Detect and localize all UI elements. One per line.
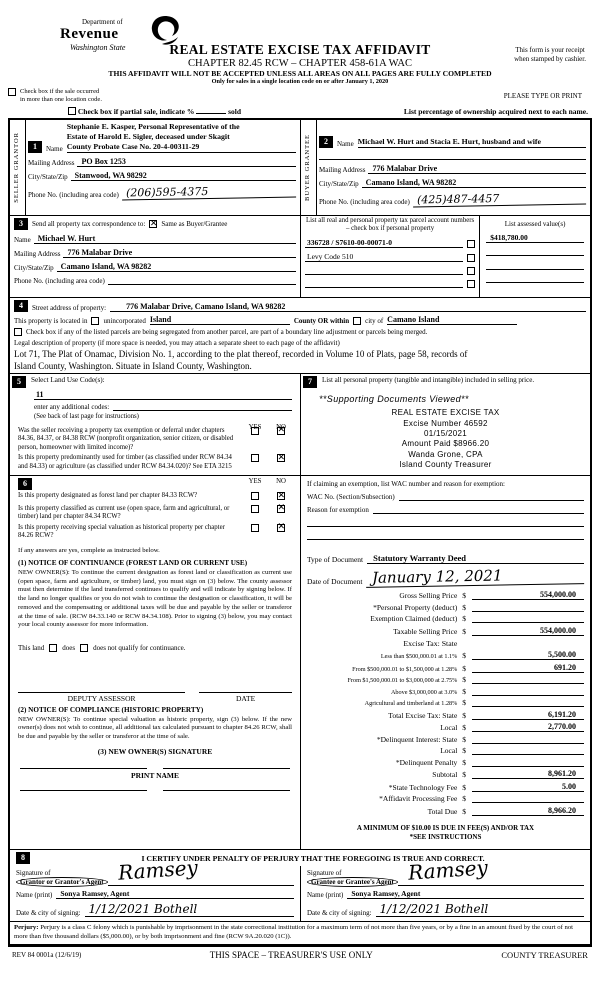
right-column bbox=[300, 374, 590, 849]
s6-q1-no-checkbox[interactable] bbox=[277, 492, 285, 500]
land-use-label: Select Land Use Code(s): bbox=[31, 376, 105, 385]
buyer-mailing-value[interactable]: 776 Malabar Drive bbox=[368, 164, 586, 174]
corr-city-label: City/State/Zip bbox=[14, 264, 54, 273]
partial-sale-suffix: sold bbox=[228, 107, 242, 117]
unincorporated-label: unincorporated bbox=[103, 317, 146, 326]
bracket-4-label: Above $3,000,000 at 3.0% bbox=[390, 688, 458, 696]
stamp-line-2: Excise Number 46592 bbox=[403, 418, 488, 428]
total-excise-local-label: Local bbox=[440, 723, 458, 733]
form-footer bbox=[8, 947, 592, 963]
county-treasurer-label: COUNTY TREASURER bbox=[501, 949, 588, 960]
seller-name-line3: County Probate Case No. 20-4-00311-29 bbox=[66, 141, 200, 151]
section1-number: 1 bbox=[28, 141, 42, 153]
receipt-note bbox=[514, 46, 586, 64]
reason-extra-line-2[interactable] bbox=[307, 531, 584, 540]
print-name-label: PRINT NAME bbox=[131, 770, 179, 780]
delinquent-interest-state-label: *Delinquent Interest: State bbox=[376, 734, 458, 744]
section6-number: 6 bbox=[18, 478, 32, 490]
affidavit-body bbox=[8, 118, 592, 946]
bracket-agri-value[interactable] bbox=[472, 698, 584, 707]
total-excise-state-value[interactable]: 6,191.20 bbox=[472, 710, 584, 720]
corr-phone-value[interactable] bbox=[108, 276, 296, 285]
parcel-number-2[interactable]: Levy Code 510 bbox=[305, 252, 463, 262]
seller-name-line1: Stephanie E. Kasper, Personal Representative of the bbox=[66, 122, 240, 132]
if-any-note: If any answers are yes, complete as instructed below. bbox=[18, 546, 160, 554]
subtotal-value[interactable]: 8,961.20 bbox=[472, 769, 584, 779]
grantee-sig-label2: Grantee or Grantee's Agent bbox=[307, 877, 398, 887]
reason-extra-line-1[interactable] bbox=[307, 518, 584, 527]
supporting-documents-stamp: **Supporting Documents Viewed** bbox=[319, 394, 469, 405]
continuance-section bbox=[10, 476, 300, 791]
partial-sale-label: Check box if partial sale, indicate % bbox=[77, 107, 195, 117]
corr-mailing-label: Mailing Address bbox=[14, 250, 61, 259]
unincorporated-county-value[interactable]: Island bbox=[150, 315, 290, 325]
s6-q3-yes-checkbox[interactable] bbox=[251, 524, 259, 532]
city-of-value[interactable]: Camano Island bbox=[387, 315, 517, 325]
notice2-body: NEW OWNER(S): To continue special valuation as historic property, sign (3) below. If the new owner(s) does not wish to continue, all additional tax calculated pursuant to chapter 84.26 RCW, shall be due and payable by the seller or transferor at the time of sale. bbox=[18, 715, 292, 741]
taxable-selling-price-label: Taxable Selling Price bbox=[393, 626, 458, 636]
section7-number: 7 bbox=[303, 376, 317, 388]
parcel-1-personal-checkbox[interactable] bbox=[467, 240, 475, 248]
personal-property-section bbox=[301, 374, 590, 475]
multi-location-line1: Check box if the sale occurred bbox=[20, 88, 100, 95]
stamp-line-5: Wanda Grone, CPA bbox=[408, 449, 483, 459]
exemption-claimed-label: Exemption Claimed (deduct) bbox=[370, 614, 458, 624]
grantee-date-label: Date & city of signing: bbox=[307, 909, 372, 918]
unincorporated-checkbox[interactable] bbox=[91, 317, 99, 325]
s5-question2: Is this property predominantly used for timber (as classified under RCW 84.34 and 84.33) or agriculture (as classified under RCW 84.34.020)? See ETA 3215 bbox=[18, 454, 232, 470]
legal-description bbox=[14, 349, 586, 372]
exemption-claimed-value[interactable] bbox=[472, 614, 584, 623]
bracket-2-label: From $500,000.01 to $1,500,000 at 1.28% bbox=[352, 665, 458, 673]
total-due-value[interactable]: 8,966.20 bbox=[472, 806, 584, 816]
s6-q2-no-checkbox[interactable] bbox=[277, 505, 285, 513]
seller-side-label: SELLER GRANTOR bbox=[13, 132, 21, 204]
certification-section bbox=[10, 850, 590, 922]
assessed-value-1[interactable]: $418,780.00 bbox=[486, 233, 584, 243]
this-land-label: This land bbox=[18, 643, 45, 652]
buyer-phone-label: Phone No. (including area code) bbox=[319, 198, 410, 207]
grantor-date-label: Date & city of signing: bbox=[16, 909, 81, 918]
s6-question2: Is this property classified as current use (open space, farm and agricultural, or timber) land per chapter 84.34 RCW? bbox=[18, 504, 230, 521]
s5-q2-yes-checkbox[interactable] bbox=[251, 454, 259, 462]
grantor-signature-field[interactable] bbox=[108, 855, 294, 886]
s6-q1-yes-checkbox[interactable] bbox=[251, 492, 259, 500]
parcel-2-personal-checkbox[interactable] bbox=[467, 254, 475, 262]
bracket-4-value[interactable] bbox=[472, 687, 584, 696]
county-or-within-label: County OR within bbox=[293, 317, 350, 326]
parcel-numbers-header: List all real and personal property tax parcel account numbers – check box if personal property bbox=[306, 217, 475, 233]
grantor-name-print-value[interactable]: Sonya Ramsey, Agent bbox=[56, 889, 294, 899]
street-address-value[interactable]: 776 Malabar Drive, Camano Island, WA 98282 bbox=[110, 302, 586, 312]
form-warning: THIS AFFIDAVIT WILL NOT BE ACCEPTED UNLESS ALL AREAS ON ALL PAGES ARE FULLY COMPLETED bbox=[108, 69, 492, 78]
new-owner-signature-line-1[interactable] bbox=[20, 768, 147, 769]
section8-number: 8 bbox=[16, 852, 30, 864]
grantor-date-value[interactable]: 1/12/2021 Bothell bbox=[85, 902, 294, 917]
same-as-buyer-checkbox[interactable] bbox=[149, 220, 157, 228]
assessed-value-4[interactable] bbox=[486, 274, 584, 283]
s5-q1-yes-checkbox[interactable] bbox=[251, 427, 259, 435]
s6-yes-header: YES bbox=[248, 478, 262, 486]
receipt-note-line2: when stamped by cashier. bbox=[514, 55, 586, 64]
exemption-section bbox=[301, 476, 590, 544]
state-technology-fee-label: *State Technology Fee bbox=[388, 782, 458, 792]
bracket-agri-label: Agricultural and timberland at 1.28% bbox=[364, 700, 458, 708]
stamp-line-1: REAL ESTATE EXCISE TAX bbox=[391, 408, 500, 418]
perjury-note bbox=[10, 922, 590, 944]
s5-question1: Was the seller receiving a property tax exemption or deferral under chapters 84.36, 84.37, or 84.38 RCW (nonprofit organization, senior citizen, or disabled person, homeowner with limited income)? bbox=[18, 426, 234, 451]
seller-name-value[interactable] bbox=[67, 122, 296, 153]
logo-state-text: Washington State bbox=[70, 43, 126, 52]
partial-sale-percent-field[interactable] bbox=[196, 113, 226, 114]
legal-description-intro: Legal description of property (if more space is needed, you may attach a separate sheet to each page of the affidavit) bbox=[14, 339, 340, 348]
corr-name-label: Name bbox=[14, 236, 31, 245]
form-subtitle: CHAPTER 82.45 RCW – CHAPTER 458-61A WAC bbox=[188, 58, 412, 69]
grantee-signature-block bbox=[300, 855, 590, 921]
seller-mailing-label: Mailing Address bbox=[28, 159, 75, 168]
segregated-note: Check box if any of the listed parcels are being segregated from another parcel, are part of a boundary line adjustment or parcels being merged. bbox=[26, 328, 428, 337]
notice2-title: (2) NOTICE OF COMPLIANCE (HISTORIC PROPERTY) bbox=[18, 705, 204, 714]
total-excise-state-label: Total Excise Tax: State bbox=[388, 710, 458, 720]
grantee-name-print-label: Name (print) bbox=[307, 891, 344, 900]
certify-text: I CERTIFY UNDER PENALTY OF PERJURY THAT THE FOREGOING IS TRUE AND CORRECT. bbox=[141, 853, 485, 863]
print-name-line-2[interactable] bbox=[163, 790, 290, 791]
s5-q1-no-checkbox[interactable] bbox=[277, 427, 285, 435]
buyer-mailing-label: Mailing Address bbox=[319, 166, 366, 175]
bracket-2-value[interactable]: 691.20 bbox=[472, 663, 584, 673]
exemption-note: If claiming an exemption, list WAC number and reason for exemption: bbox=[307, 479, 505, 488]
minimum-due-line1: A MINIMUM OF $10.00 IS DUE IN FEE(S) AND/OR TAX bbox=[356, 823, 535, 832]
perjury-text: Perjury is a class C felony which is punishable by imprisonment in the state correctional institution for a maximum term of not more than five years, or by a fine in an amount fixed by the court of not more than five thousand dollars ($5,000.00), or by both imprisonment and fine (RCW 9A.20.020 (1C)). bbox=[14, 924, 574, 940]
land-does-checkbox[interactable] bbox=[49, 644, 57, 652]
affidavit-processing-fee-value[interactable] bbox=[472, 794, 584, 803]
stamp-line-6: Island County Treasurer bbox=[399, 460, 492, 470]
buyer-name-extra-line[interactable] bbox=[319, 151, 586, 160]
parcel-number-4[interactable] bbox=[305, 279, 463, 288]
ownership-note: List percentage of ownership acquired next to each name. bbox=[403, 107, 588, 117]
reason-value[interactable] bbox=[373, 505, 584, 514]
taxable-selling-price-value[interactable]: 554,000.00 bbox=[472, 626, 584, 636]
street-address-label: Street address of property: bbox=[32, 304, 107, 313]
corr-name-value[interactable]: Michael W. Hurt bbox=[34, 234, 296, 244]
legal-description-line2: Island County, Washington. Situate in Island County, Washington. bbox=[14, 360, 252, 371]
notice1-title: (1) NOTICE OF CONTINUANCE (FOREST LAND OR CURRENT USE) bbox=[18, 559, 248, 568]
grantor-sig-label1: Signature of bbox=[16, 869, 51, 878]
type-of-document-label: Type of Document bbox=[307, 554, 364, 564]
parcel-number-1[interactable]: 336728 / S7610-00-00071-0 bbox=[305, 238, 463, 248]
grantee-sig-label1: Signature of bbox=[307, 869, 342, 878]
seller-section bbox=[10, 120, 300, 215]
seller-name-line2: Estate of Harold E. Sigler, deceased under Skagit bbox=[66, 131, 230, 141]
total-excise-local-value[interactable]: 2,770.00 bbox=[472, 722, 584, 732]
excise-stamp bbox=[301, 408, 590, 470]
assessor-date-label: DATE bbox=[199, 692, 292, 703]
state-technology-fee-value[interactable]: 5.00 bbox=[472, 782, 584, 792]
buyer-name-label: Name bbox=[337, 140, 354, 149]
type-of-document-value[interactable]: Statutory Warranty Deed bbox=[367, 553, 584, 564]
date-of-document-label: Date of Document bbox=[307, 576, 363, 586]
multi-location-line2: in more than one location code. bbox=[20, 96, 102, 104]
form-header bbox=[8, 8, 592, 86]
personal-property-label: List all personal property (tangible and intangible) included in selling price. bbox=[322, 376, 535, 385]
tax-computation: Gross Selling Price $ 554,000.00 *Personal Property (deduct) $ Exemption Claimed (deduct) $ Taxable Selling Price $ 554,000.00 Excise Tax: State Less than $500,000.01 at 1.1% $ 5,500.00 From $500,000.01 to $1,500,000 at 1.28% $ 691.20 From $1,500,000.01 to $3,000,000 at 2.75% $ Above $3,000,000 at 3.0% $ Agricultural and timberland at 1.28% $ Total Excise Tax: State $ 6,191.20 Local $ 2,770.00 *Delinquent Interest: State $ Local $ *Delinquent Penalty $ Subtotal $ 8,961.20 *State Technology Fee $ 5.00 *Affidavit Processing Fee $ Total Due $ 8,966.20 bbox=[301, 586, 590, 816]
left-column bbox=[10, 374, 300, 849]
delinquent-penalty-label: *Delinquent Penalty bbox=[395, 757, 458, 767]
send-correspondence-label: Send all property tax correspondence to: bbox=[32, 220, 146, 229]
corr-mailing-value[interactable]: 776 Malabar Drive bbox=[63, 248, 296, 258]
corr-phone-label: Phone No. (including area code) bbox=[14, 277, 105, 286]
bracket-3-label: From $1,500,000.01 to $3,000,000 at 2.75% bbox=[347, 677, 458, 685]
grantee-name-print-value[interactable]: Sonya Ramsey, Agent bbox=[347, 889, 584, 899]
multi-location-checkbox[interactable] bbox=[8, 88, 16, 96]
s6-q2-yes-checkbox[interactable] bbox=[251, 505, 259, 513]
seller-phone-value[interactable]: (206)595-4375 bbox=[122, 184, 296, 201]
buyer-side-label: BUYER GRANTEE bbox=[304, 134, 312, 202]
buyer-city-value[interactable]: Camano Island, WA 98282 bbox=[362, 178, 586, 188]
s5-yes-header: YES bbox=[248, 424, 262, 432]
city-of-checkbox[interactable] bbox=[353, 317, 361, 325]
land-does-not-checkbox[interactable] bbox=[80, 644, 88, 652]
buyer-phone-value[interactable]: (425)487-4457 bbox=[413, 191, 586, 208]
segregated-checkbox[interactable] bbox=[14, 328, 22, 336]
does-not-label: does not qualify for continuance. bbox=[93, 643, 186, 652]
subtotal-label: Subtotal bbox=[432, 770, 458, 780]
city-of-label: city of bbox=[365, 317, 384, 326]
wac-value[interactable] bbox=[399, 492, 584, 501]
personal-property-deduct-value[interactable] bbox=[472, 603, 584, 612]
minimum-due-note bbox=[301, 816, 590, 850]
grantee-date-value[interactable]: 1/12/2021 Bothell bbox=[376, 902, 584, 917]
partial-sale-checkbox[interactable] bbox=[68, 107, 76, 115]
buyer-city-label: City/State/Zip bbox=[319, 180, 359, 189]
s5-q2-no-checkbox[interactable] bbox=[277, 454, 285, 462]
land-use-code-value[interactable]: 11 bbox=[34, 390, 292, 400]
additional-codes-label: enter any additional codes: bbox=[34, 403, 110, 412]
section4-number: 4 bbox=[14, 300, 28, 312]
notice1-body: NEW OWNER(S): To continue the current designation as forest land or classification as current use (open space, farm and agriculture, or timber) land, you must sign on (3) below. The county assessor must then determine if the land transferred continues to qualify and will indicate by signing below. If the land no longer qualifies or you do not wish to continue the designation or classification, it will be removed and the compensating or additional taxes will be due and payable by the seller or transferor at the time of sale. (RCW 84.33.140 or RCW 84.34.108). Prior to signing (3) below, you may contact your local county assessor for more information. bbox=[18, 568, 292, 629]
seller-mailing-value[interactable]: PO Box 1253 bbox=[77, 157, 296, 167]
delinquent-penalty-value[interactable] bbox=[472, 758, 584, 767]
s5-no-header: NO bbox=[276, 424, 286, 432]
property-address-section bbox=[10, 298, 590, 374]
print-name-line-1[interactable] bbox=[20, 790, 147, 791]
buyer-section bbox=[300, 120, 590, 215]
seller-city-label: City/State/Zip bbox=[28, 173, 68, 182]
section5-number: 5 bbox=[12, 376, 26, 388]
form-title: REAL ESTATE EXCISE TAX AFFIDAVIT bbox=[169, 42, 431, 57]
stamp-line-4: Amount Paid $8966.20 bbox=[401, 439, 490, 449]
parcel-3-personal-checkbox[interactable] bbox=[467, 267, 475, 275]
excise-tax-state-header: Excise Tax: State bbox=[403, 638, 458, 648]
new-owner-signature-label: (3) NEW OWNER(S) SIGNATURE bbox=[97, 746, 213, 756]
gross-selling-price-value[interactable]: 554,000.00 bbox=[472, 590, 584, 600]
s6-no-header: NO bbox=[276, 478, 286, 486]
corr-city-value[interactable]: Camano Island, WA 98282 bbox=[57, 262, 296, 272]
rev-number: REV 84 0001a (12/6/19) bbox=[12, 950, 82, 959]
seller-city-value[interactable]: Stanwood, WA 98292 bbox=[71, 171, 296, 181]
affidavit-processing-fee-label: *Affidavit Processing Fee bbox=[379, 794, 458, 804]
same-as-buyer-label: Same as Buyer/Grantee bbox=[161, 220, 228, 229]
new-owner-signature-line-2[interactable] bbox=[163, 768, 290, 769]
delinquent-interest-local-value[interactable] bbox=[472, 746, 584, 755]
s6-q3-no-checkbox[interactable] bbox=[277, 524, 285, 532]
minimum-due-line2: *SEE INSTRUCTIONS bbox=[409, 833, 482, 842]
s6-question1: Is this property designated as forest land per chapter 84.33 RCW? bbox=[18, 492, 198, 500]
delinquent-interest-local-label: Local bbox=[440, 746, 458, 756]
please-type-or-print: PLEASE TYPE OR PRINT bbox=[503, 92, 582, 100]
see-back-note: (See back of last page for instructions) bbox=[34, 413, 139, 421]
seller-phone-label: Phone No. (including area code) bbox=[28, 191, 119, 200]
date-of-document-value[interactable]: January 12, 2021 bbox=[366, 565, 584, 588]
s6-question3: Is this property receiving special valuation as historical property per chapter 84.26 RCW? bbox=[18, 523, 225, 540]
dor-swirl-icon bbox=[148, 14, 182, 53]
perjury-label: Perjury: bbox=[14, 924, 39, 932]
personal-property-deduct-label: *Personal Property (deduct) bbox=[373, 602, 458, 612]
grantee-signature: Ramsey bbox=[407, 855, 489, 885]
tax-correspondence-section bbox=[10, 216, 300, 297]
bracket-3-value[interactable] bbox=[472, 675, 584, 684]
multi-location-label bbox=[20, 88, 102, 104]
wac-label: WAC No. (Section/Subsection) bbox=[307, 492, 395, 501]
bracket-1-label: Less than $500,000.01 at 1.1% bbox=[380, 653, 458, 661]
legal-description-line1: Lot 71, The Plat of Onamac, Division No. 1, according to the plat thereof, recorded in Volume 10 of Plats, page 58, records of bbox=[14, 349, 468, 360]
parcel-4-personal-checkbox[interactable] bbox=[467, 280, 475, 288]
bracket-1-value[interactable]: 5,500.00 bbox=[472, 650, 584, 660]
receipt-note-line1: This form is your receipt bbox=[515, 46, 585, 54]
parcels-section bbox=[300, 216, 590, 297]
logo-dept-text: Department of bbox=[82, 18, 123, 26]
grantor-signature-block bbox=[10, 855, 300, 921]
treasurer-space-label: THIS SPACE – TREASURER'S USE ONLY bbox=[209, 949, 373, 960]
land-use-section bbox=[10, 374, 300, 476]
additional-codes-value[interactable] bbox=[113, 402, 292, 411]
section2-number: 2 bbox=[319, 136, 333, 148]
deputy-assessor-label: DEPUTY ASSESSOR bbox=[18, 692, 185, 703]
parcel-number-3[interactable] bbox=[305, 266, 463, 275]
seller-name-label: Name bbox=[46, 145, 63, 154]
logo-revenue-text: Revenue bbox=[60, 26, 119, 42]
grantor-name-print-label: Name (print) bbox=[16, 891, 53, 900]
total-due-label: Total Due bbox=[427, 806, 458, 816]
delinquent-interest-state-value[interactable] bbox=[472, 735, 584, 744]
grantor-signature: Ramsey bbox=[116, 855, 199, 885]
single-location-note: Only for sales in a single location code on or after January 1, 2020 bbox=[211, 78, 389, 85]
stamp-line-3: 01/15/2021 bbox=[423, 429, 468, 439]
located-in-label: This property is located in bbox=[14, 317, 88, 326]
assessed-value-2[interactable] bbox=[486, 247, 584, 256]
assessed-values-header: List assessed value(s) bbox=[504, 220, 566, 229]
assessed-value-3[interactable] bbox=[486, 261, 584, 270]
grantor-sig-label2: Grantor or Grantor's Agent bbox=[16, 877, 108, 887]
grantee-signature-field[interactable] bbox=[398, 855, 584, 886]
reason-label: Reason for exemption bbox=[307, 505, 369, 514]
section3-number: 3 bbox=[14, 218, 28, 230]
does-label: does bbox=[62, 643, 76, 652]
gross-selling-price-label: Gross Selling Price bbox=[399, 591, 458, 601]
partial-sale-row bbox=[68, 107, 241, 116]
buyer-name-value[interactable]: Michael W. Hurt and Stacia E. Hurt, husband and wife bbox=[358, 137, 586, 149]
dor-logo bbox=[60, 18, 200, 52]
